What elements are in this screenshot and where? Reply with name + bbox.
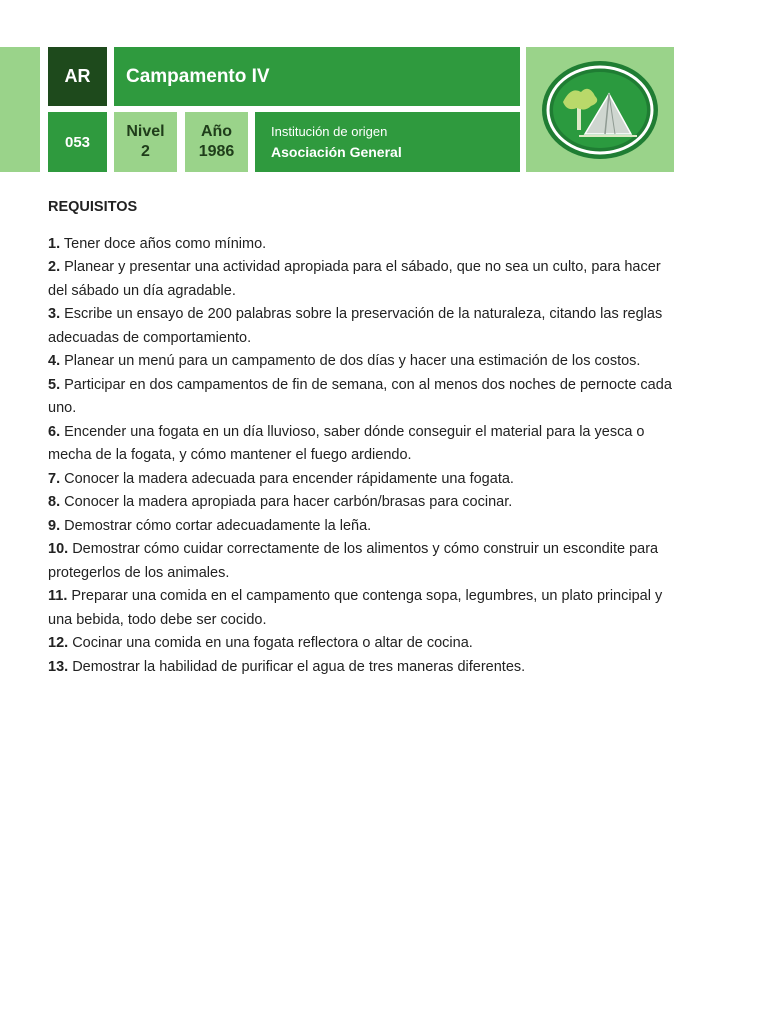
requirement-item: [48, 656, 678, 680]
requirement-number: 1.: [48, 235, 61, 252]
requirement-item: [48, 350, 678, 374]
requirement-text: Preparar una comida en el campamento que contenga sopa, legumbres, un plato principal y una bebida, todo debe ser cocido.: [48, 588, 663, 628]
requirement-text: Encender una fogata en un día lluvioso, saber dónde conseguir el material para la yesca o mecha de la fogata, y cómo mantener el fuego ardiendo.: [48, 423, 645, 463]
requirement-text: Planear un menú para un campamento de dos días y hacer una estimación de los costos.: [64, 353, 641, 369]
level-value: 2: [141, 143, 150, 160]
requirement-text: Conocer la madera apropiada para hacer carbón/brasas para cocinar.: [64, 494, 513, 510]
requirement-number: 8.: [48, 494, 61, 510]
requirements-section: [48, 196, 678, 679]
requirement-item: [48, 585, 678, 632]
requirement-number: 11.: [48, 588, 68, 604]
page-title: Campamento IV: [114, 47, 520, 106]
requirement-text: Escribe un ensayo de 200 palabras sobre la preservación de la naturaleza, citando las reglas adecuadas de comportamiento.: [48, 306, 663, 346]
requirement-item: [48, 421, 678, 468]
requirement-number: 10.: [48, 541, 69, 557]
requirement-item: [48, 303, 678, 350]
requirement-number: 12.: [48, 635, 69, 651]
institution-box: [255, 112, 520, 172]
requirement-item: [48, 491, 678, 515]
requirement-text: Demostrar cómo cuidar correctamente de los alimentos y cómo construir un escondite para protegerlos de los animales.: [48, 541, 659, 581]
requirement-number: 2.: [48, 259, 61, 275]
requirement-text: Demostrar la habilidad de purificar el agua de tres maneras diferentes.: [72, 658, 526, 675]
requirement-item: [48, 538, 678, 585]
left-accent-strip: [0, 47, 40, 172]
requirement-text: Tener doce años como mínimo.: [63, 235, 267, 252]
badge-panel: [526, 47, 674, 172]
level-box: [114, 112, 177, 172]
requirements-heading: REQUISITOS: [48, 199, 138, 215]
requirement-number: 6.: [48, 423, 61, 440]
year-box: [185, 112, 248, 172]
requirement-text: Conocer la madera adecuada para encender rápidamente una fogata.: [64, 470, 514, 487]
requirement-number: 7.: [48, 470, 61, 487]
level-label: Nivel: [126, 123, 165, 140]
institution-value: Asociación General: [271, 144, 402, 160]
requirement-number: 5.: [48, 376, 61, 393]
requirement-text: Participar en dos campamentos de fin de semana, con al menos dos noches de pernocte cada uno.: [48, 376, 672, 416]
requirement-item: [48, 632, 678, 656]
requirement-number: 4.: [48, 353, 61, 369]
requirement-item: [48, 468, 678, 492]
year-value: 1986: [198, 143, 235, 160]
requirement-text: Planear y presentar una actividad apropiada para el sábado, que no sea un culto, para hacer del sábado un día agradable.: [48, 259, 661, 299]
requirement-item: [48, 256, 678, 303]
requirement-text: Demostrar cómo cortar adecuadamente la leña.: [64, 517, 372, 534]
campsite-badge-icon: [539, 58, 661, 162]
requirements-list: [48, 233, 678, 680]
year-label: Año: [200, 123, 233, 140]
institution-label: Institución de origen: [271, 124, 388, 139]
requirement-text: Cocinar una comida en una fogata reflectora o altar de cocina.: [72, 635, 473, 651]
specialty-number: 053: [48, 112, 107, 172]
requirement-item: [48, 374, 678, 421]
requirement-number: 9.: [48, 517, 61, 534]
requirement-number: 3.: [48, 306, 61, 322]
requirement-item: [48, 233, 678, 257]
category-code: AR: [48, 47, 107, 106]
requirement-item: [48, 515, 678, 539]
requirement-number: 13.: [48, 658, 69, 675]
